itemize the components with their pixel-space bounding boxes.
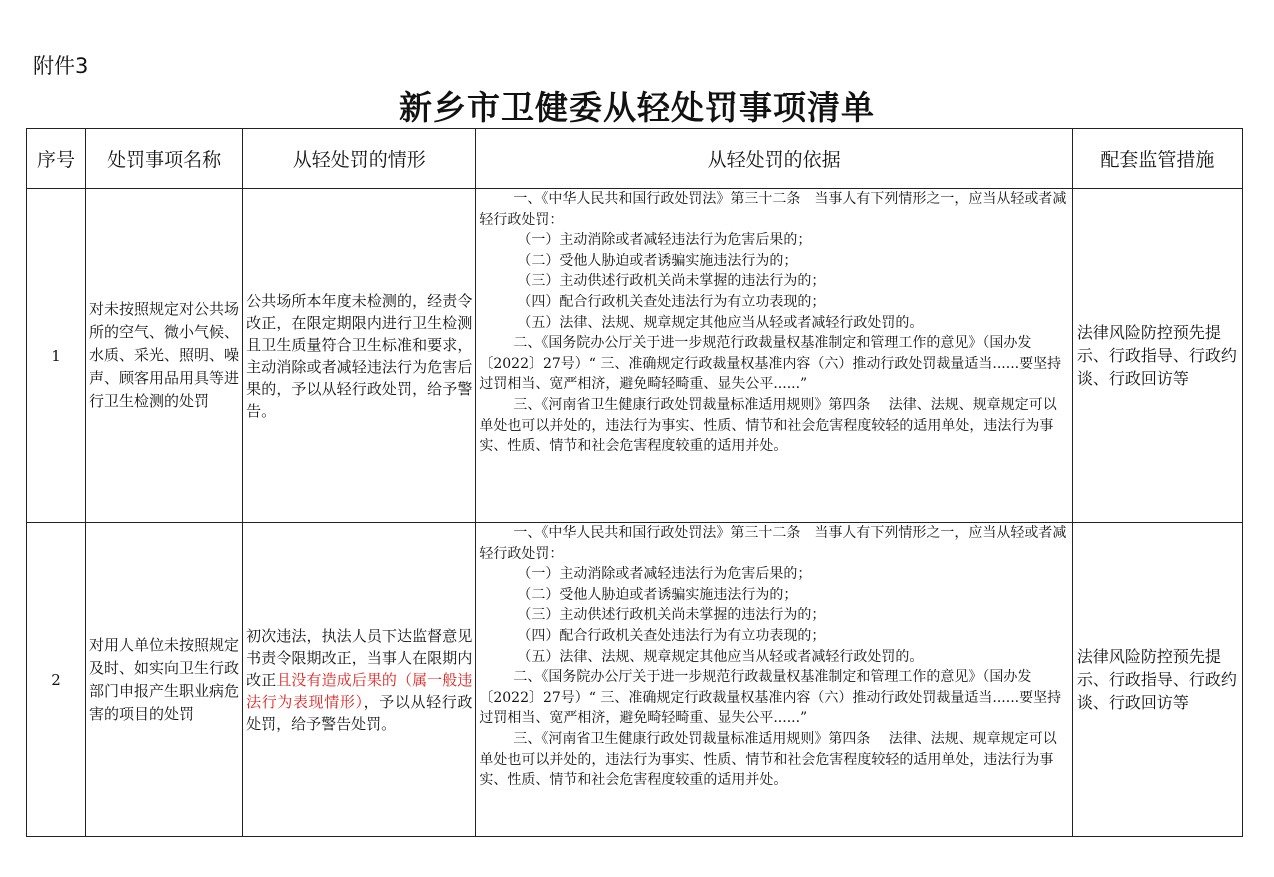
basis-item: （二）受他人胁迫或者诱骗实施违法行为的； [517,586,798,603]
basis-item: （一）主动消除或者减轻违法行为危害后果的； [517,566,812,583]
table-row [27,523,1243,837]
row-measures: 法律风险防控预先提示、行政指导、行政约谈、行政回访等 [1072,189,1242,523]
basis-item: （四）配合行政机关查处违法行为有立功表现的； [517,293,826,310]
header-name: 处罚事项名称 [86,129,243,189]
situation-text: 初次违法，执法人员下达监督意见书责令限期改正，当事人在限期内改正 [246,626,473,689]
basis-paragraph: 一、《中华人民共和国行政处罚法》第三十二条 当事人有下列情形之一，应当从轻或者减轻行政处罚： [479,525,1067,562]
row-basis [476,523,1072,837]
row-basis [476,189,1072,523]
header-no: 序号 [27,129,86,189]
basis-item: （三）主动供述行政机关尚未掌握的违法行为的； [517,273,826,290]
penalty-list-table [26,128,1243,837]
row-no: 2 [27,523,86,837]
situation-text: ，予以从轻行政处罚，给予警告处罚。 [246,692,473,733]
row-measures: 法律风险防控预先提示、行政指导、行政约谈、行政回访等 [1072,523,1242,837]
table-header-row [27,129,1243,189]
basis-item: （五）法律、法规、规章规定其他应当从轻或者减轻行政处罚的。 [517,314,924,331]
basis-paragraph: 一、《中华人民共和国行政处罚法》第三十二条 当事人有下列情形之一，应当从轻或者减轻行政处罚： [479,191,1067,228]
basis-item: （一）主动消除或者减轻违法行为危害后果的； [517,232,812,249]
table-row [27,189,1243,523]
row-name: 对未按照规定对公共场所的空气、微小气候、水质、采光、照明、噪声、顾客用品用具等进行卫生检测的处罚 [86,189,243,523]
document-title: 新乡市卫健委从轻处罚事项清单 [399,88,875,127]
header-basis: 从轻处罚的依据 [476,129,1072,189]
basis-paragraph: 二、《国务院办公厅关于进一步规范行政裁量权基准制定和管理工作的意见》（国办发〔2022〕27号）“ 三、准确规定行政裁量权基准内容（六）推动行政处罚裁量适当......要坚持过罚相当、宽严相济，避免畸轻畸重、显失公平......” [479,669,1062,727]
attachment-label: 附件3 [33,54,89,78]
header-situation: 从轻处罚的情形 [243,129,476,189]
row-no: 1 [27,189,86,523]
basis-paragraph: 三、《河南省卫生健康行政处罚裁量标准适用规则》第四条 法律、法规、规章规定可以单处也可以并处的，违法行为事实、性质、情节和社会危害程度较轻的适用单处，违法行为事实、性质、情节和社会危害程度较重的适用并处。 [479,730,1057,789]
basis-item: （四）配合行政机关查处违法行为有立功表现的； [517,627,826,644]
row-name: 对用人单位未按照规定及时、如实向卫生行政部门申报产生职业病危害的项目的处罚 [86,523,243,837]
basis-item: （五）法律、法规、规章规定其他应当从轻或者减轻行政处罚的。 [517,648,924,665]
basis-item: （二）受他人胁迫或者诱骗实施违法行为的； [517,252,798,269]
basis-paragraph: 二、《国务院办公厅关于进一步规范行政裁量权基准制定和管理工作的意见》（国办发〔2022〕27号）“ 三、准确规定行政裁量权基准内容（六）推动行政处罚裁量适当......要坚持过罚相当、宽严相济，避免畸轻畸重、显失公平......” [479,335,1062,393]
header-measures: 配套监管措施 [1072,129,1242,189]
basis-paragraph: 三、《河南省卫生健康行政处罚裁量标准适用规则》第四条 法律、法规、规章规定可以单处也可以并处的，违法行为事实、性质、情节和社会危害程度较轻的适用单处，违法行为事实、性质、情节和社会危害程度较重的适用并处。 [479,396,1057,455]
situation-highlight: 且没有造成后果的（属一般违法行为表现情形） [246,670,473,711]
basis-item: （三）主动供述行政机关尚未掌握的违法行为的； [517,607,826,624]
row-situation [243,523,476,837]
row-situation: 公共场所本年度未检测的，经责令改正，在限定期限内进行卫生检测且卫生质量符合卫生标准和要求，主动消除或者减轻违法行为危害后果的，予以从轻行政处罚，给予警告。 [243,189,476,523]
